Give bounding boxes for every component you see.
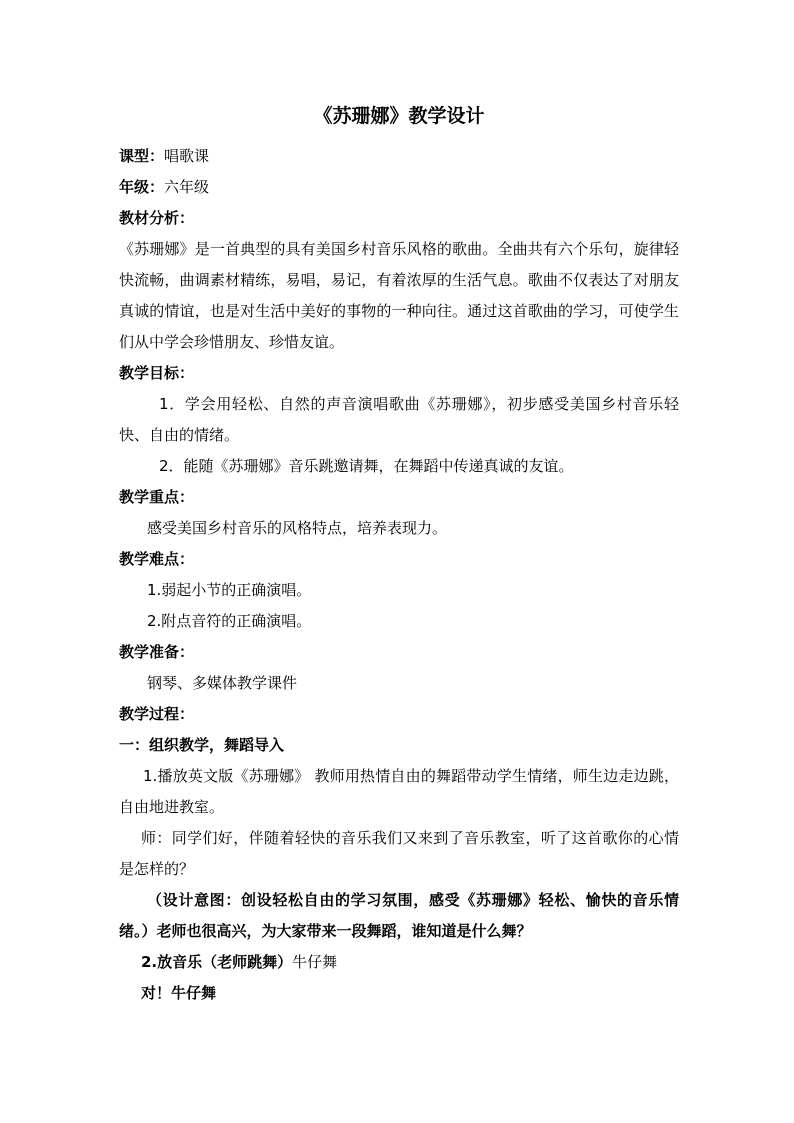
grade-value: 六年级 bbox=[164, 178, 210, 196]
answer-line: 对！牛仔舞 bbox=[141, 984, 217, 1002]
goal-item-1: 1．学会用轻松、自然的声音演唱歌曲《苏珊娜》，初步感受美国乡村音乐轻快、自由的情绪。 bbox=[119, 395, 679, 444]
step2-rest-text: 牛仔舞 bbox=[292, 953, 338, 971]
analysis-text: 《苏珊娜》是一首典型的具有美国乡村音乐风格的歌曲。全曲共有六个乐句，旋律轻快流畅，曲调素材精练，易唱，易记，有着浓厚的生活气息。歌曲不仅表达了对朋友真诚的情谊，也是对生活中美好的事物的一种向往。通过这首歌曲的学习，可使学生们从中学会珍惜朋友、珍惜友谊。 bbox=[119, 240, 679, 351]
grade-label: 年级： bbox=[119, 178, 165, 196]
preparation-heading: 教学准备： bbox=[119, 643, 195, 661]
teacher-speech: 师：同学们好，伴随着轻快的音乐我们又来到了音乐教室，听了这首歌你的心情是怎样的？ bbox=[119, 829, 679, 878]
key-points-text: 感受美国乡村音乐的风格特点，培养表现力。 bbox=[147, 519, 448, 537]
difficulty-item-2: 2.附点音符的正确演唱。 bbox=[147, 612, 312, 630]
preparation-text: 钢琴、多媒体教学课件 bbox=[147, 674, 298, 692]
goals-heading: 教学目标： bbox=[119, 364, 195, 382]
design-intent: （设计意图：创设轻松自由的学习氛围，感受《苏珊娜》轻松、愉快的音乐情绪。）老师也很高兴，为大家带来一段舞蹈，谁知道是什么舞？ bbox=[119, 891, 679, 940]
course-type-row bbox=[119, 141, 679, 172]
process-step2 bbox=[119, 947, 679, 978]
analysis-heading: 教材分析： bbox=[119, 209, 195, 227]
difficulty-item-1: 1.弱起小节的正确演唱。 bbox=[147, 581, 312, 599]
course-type-value: 唱歌课 bbox=[164, 147, 210, 165]
difficulties-heading: 教学难点： bbox=[119, 550, 195, 568]
document-page bbox=[119, 99, 679, 1009]
process-section1-title: 一：组织教学，舞蹈导入 bbox=[119, 736, 285, 754]
key-points-heading: 教学重点： bbox=[119, 488, 195, 506]
goal-item-2: 2．能随《苏珊娜》音乐跳邀请舞，在舞蹈中传递真诚的友谊。 bbox=[159, 457, 574, 475]
course-type-label: 课型： bbox=[119, 147, 165, 165]
process-step1: 1.播放英文版《苏珊娜》 教师用热情自由的舞蹈带动学生情绪，师生边走边跳，自由地进教室。 bbox=[119, 767, 679, 816]
process-heading: 教学过程： bbox=[119, 705, 195, 723]
document-title: 《苏珊娜》教学设计 bbox=[313, 105, 485, 127]
grade-row bbox=[119, 172, 679, 203]
step2-bold-text: 2.放音乐（老师跳舞） bbox=[141, 953, 293, 971]
